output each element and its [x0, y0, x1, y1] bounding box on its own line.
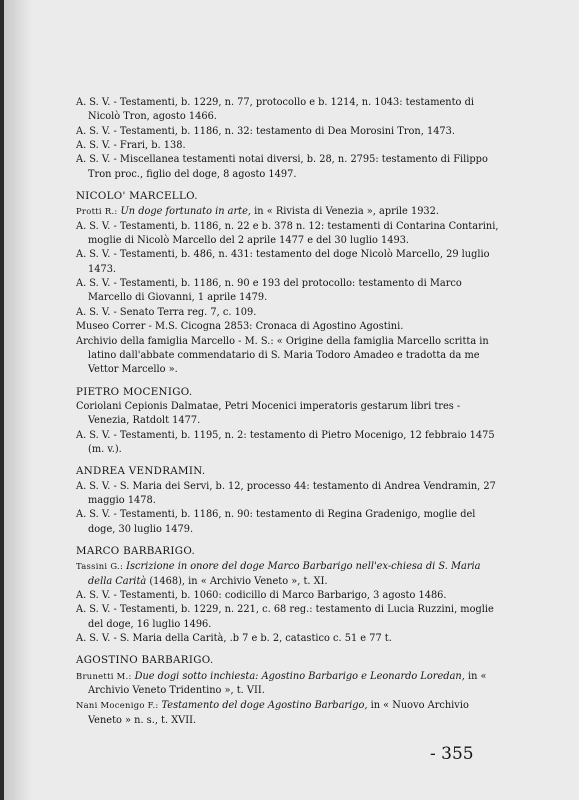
entry: Archivio della famiglia Marcello - M. S.: « Origine della famiglia Marcello scritta in latino dall'abbate commendatario di S. Maria Todoro Amadeo e tradotta da me Vettor Marcello ». — [76, 335, 489, 376]
section-heading: MARCO BARBARIGO. — [76, 544, 196, 557]
entry: A. S. V. - Testamenti, b. 1186, n. 90: testamento di Regina Gradenigo, moglie del doge, 30 luglio 1479. — [76, 509, 476, 535]
entry-source: in « Rivista di Venezia », aprile 1932. — [251, 206, 440, 218]
entry: A. S. V. - Testamenti, b. 486, n. 431: testamento del doge Nicolò Marcello, 29 luglio 1473. — [76, 249, 490, 275]
entry: A. S. V. - Testamenti, b. 1229, n. 221, c. 68 reg.: testamento di Lucia Ruzzini, moglie del doge, 16 luglio 1496. — [76, 604, 494, 630]
entry-title: Iscrizione in onore del doge Marco Barbarigo nell'ex-chiesa di S. Maria della Carità — [88, 561, 481, 587]
section-agostino-barbarigo — [76, 653, 500, 728]
entry: Coriolani Cepionis Dalmatae, Petri Mocenici imperatoris gestarum libri tres - Venezia, Ratdolt 1477. — [76, 400, 461, 427]
section-pietro-mocenigo — [76, 385, 500, 458]
section-heading: ANDREA VENDRAMIN. — [76, 465, 206, 478]
entry — [76, 559, 500, 589]
entry — [76, 204, 500, 219]
book-page — [4, 0, 579, 800]
entry-author: Nani Mocenigo F.: — [76, 700, 162, 711]
entry-source: in « Nuovo Archivio Veneto » n. s., t. XVII. — [88, 700, 469, 726]
entry-author: Tassini G.: — [76, 561, 127, 572]
entry: A. S. V. - Senato Terra reg. 7, c. 109. — [76, 306, 257, 318]
entry-title: Un doge fortunato in arte, — [120, 206, 252, 218]
section-nicolo-marcello — [76, 189, 500, 377]
section-heading: AGOSTINO BARBARIGO. — [76, 654, 214, 667]
entry: A. S. V. - Testamenti, b. 1186, n. 22 e b. 378 n. 12: testamenti di Contarina Contarini, moglie di Nicolò Marcello del 2 aprile 1477 e del 30 luglio 1493. — [76, 220, 499, 247]
page-number: - 355 — [430, 744, 474, 764]
section-marco-barbarigo — [76, 544, 500, 646]
entry: A. S. V. - Miscellanea testamenti notai diversi, b. 28, n. 2795: testamento di Filippo Tron proc., figlio del doge, 8 agosto 1497. — [76, 154, 488, 180]
section-heading: NICOLO' MARCELLO. — [76, 190, 198, 203]
entry: A. S. V. - Testamenti, b. 1195, n. 2: testamento di Pietro Mocenigo, 12 febbraio 1475 (m. v.). — [76, 429, 495, 455]
entry: Museo Correr - M.S. Cicogna 2853: Cronaca di Agostino Agostini. — [76, 321, 404, 333]
entry: A. S. V. - Frari, b. 138. — [76, 140, 186, 152]
entry: A. S. V. - Testamenti, b. 1186, n. 90 e 193 del protocollo: testamento di Marco Marcello di Giovanni, 1 aprile 1479. — [76, 278, 462, 304]
bibliography — [76, 96, 500, 728]
entry-title: Due dogi sotto inchiesta: Agostino Barbarigo e Leonardo Loredan, — [134, 670, 465, 682]
entry-author: Protti R.: — [76, 206, 121, 217]
entry: A. S. V. - S. Maria della Carità, .b 7 e b. 2, catastico c. 51 e 77 t. — [76, 633, 392, 645]
entry-source: (1468), in « Archivio Veneto », t. XI. — [146, 575, 328, 587]
entry: A. S. V. - Testamenti, b. 1186, n. 32: testamento di Dea Morosini Tron, 1473. — [76, 125, 456, 137]
entry — [76, 698, 500, 728]
entry: A. S. V. - Testamenti, b. 1229, n. 77, protocollo e b. 1214, n. 1043: testamento di Nicolò Tron, agosto 1466. — [76, 97, 474, 123]
section-heading: PIETRO MOCENIGO. — [76, 385, 193, 398]
entry — [76, 669, 500, 699]
section-tron-continued — [76, 96, 500, 182]
entry: A. S. V. - Testamenti, b. 1060: codicillo di Marco Barbarigo, 3 agosto 1486. — [76, 590, 447, 601]
entry-source: in « Archivio Veneto Tridentino », t. VII. — [88, 670, 487, 697]
section-andrea-vendramin — [76, 464, 500, 537]
entry-title: Testamento del doge Agostino Barbarigo, — [161, 700, 368, 712]
entry-author: Brunetti M.: — [76, 670, 135, 681]
entry: A. S. V. - S. Maria dei Servi, b. 12, processo 44: testamento di Andrea Vendramin, 27 maggio 1478. — [76, 480, 496, 506]
